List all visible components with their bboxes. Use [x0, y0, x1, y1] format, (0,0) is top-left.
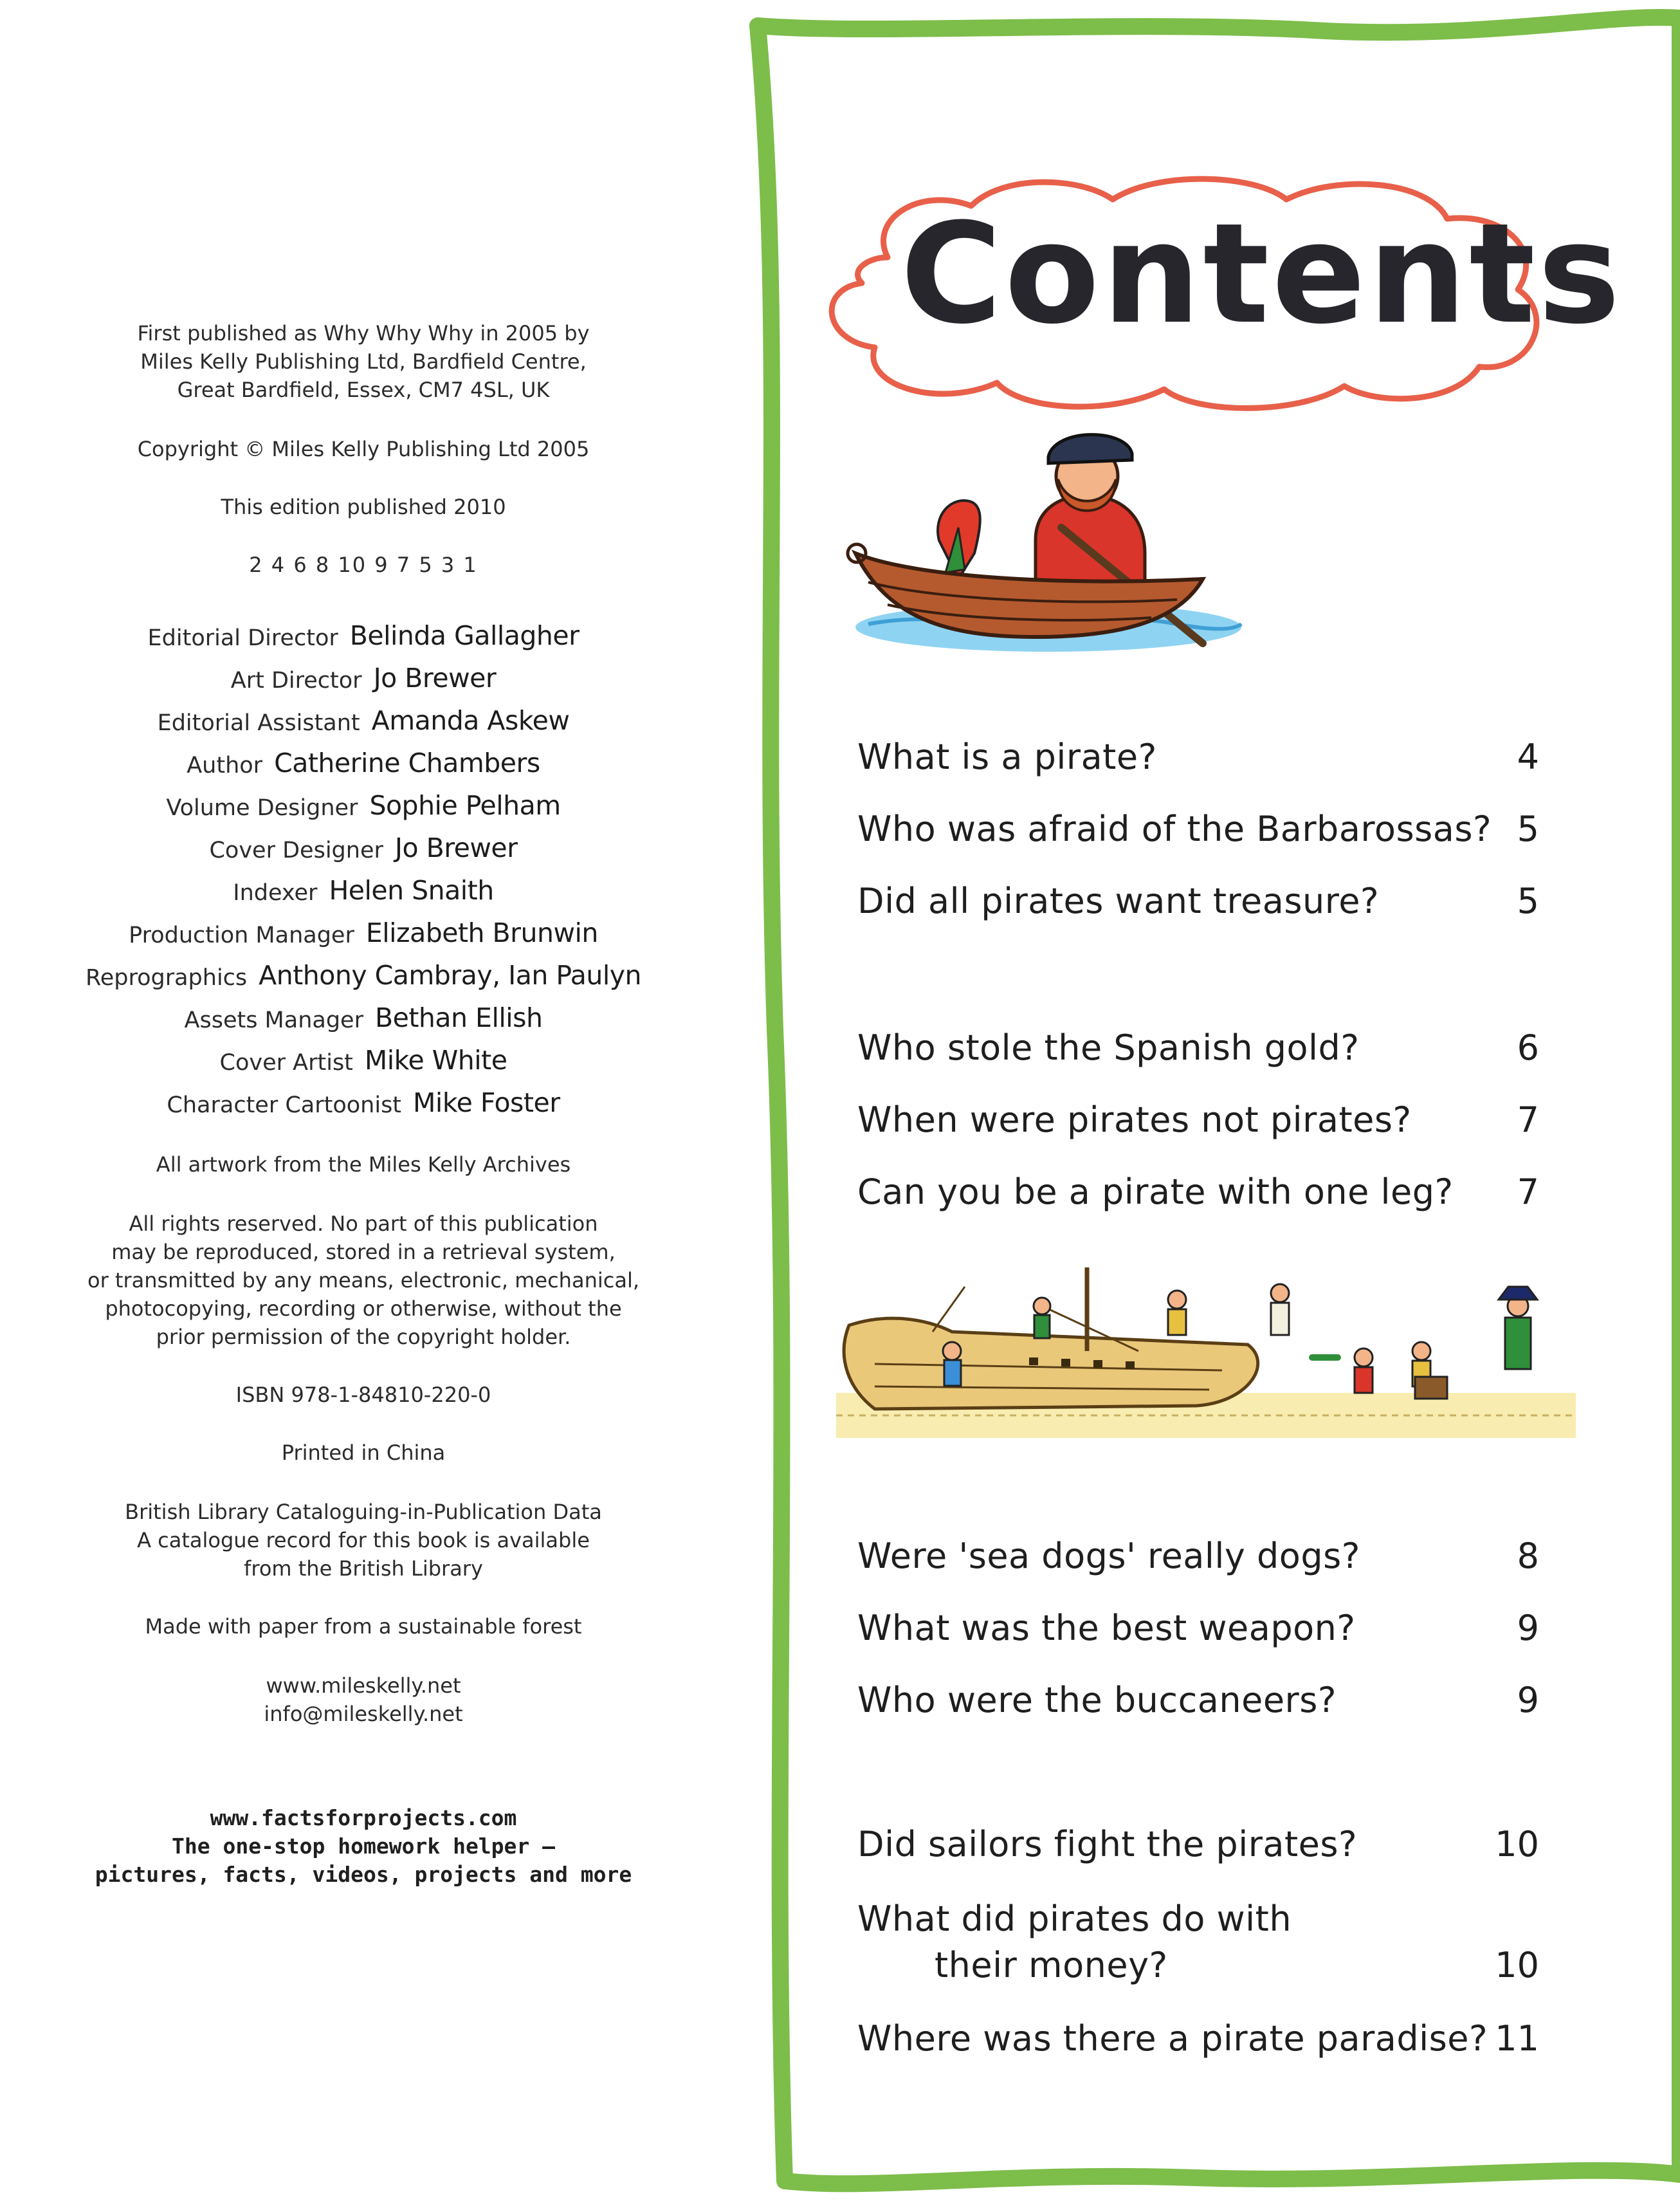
pirate-rowboat-illustration: [843, 431, 1254, 663]
copyright-line: Copyright © Miles Kelly Publishing Ltd 2005: [137, 437, 590, 461]
credit-row: Production Manager Elizabeth Brunwin: [129, 917, 598, 948]
rights-notice: All rights reserved. No part of this publication may be reproduced, stored in a retrieval system, or transmitted by any means, electronic, mechanical, photocopying, recording or otherwise, without the prior permission of the copyright holder.: [87, 1211, 639, 1349]
credit-row: Art Director Jo Brewer: [230, 663, 497, 694]
printed-line: Printed in China: [281, 1440, 446, 1465]
toc-entry[interactable]: What is a pirate? 4: [857, 736, 1539, 777]
paper-note: Made with paper from a sustainable forest: [145, 1614, 582, 1639]
artwork-note: All artwork from the Miles Kelly Archives: [156, 1152, 571, 1177]
credit-row: Assets Manager Bethan Ellish: [184, 1002, 543, 1033]
toc-entry[interactable]: Can you be a pirate with one leg? 7: [857, 1171, 1539, 1212]
credit-row: Volume Designer Sophie Pelham: [166, 790, 561, 821]
pirate-ship-illustration: [836, 1261, 1576, 1448]
credit-row: Cover Designer Jo Brewer: [209, 833, 518, 863]
first-published-note: First published as Why Why Why in 2005 by Miles Kelly Publishing Ltd, Bardfield Centre, Great Bardfield, Essex, CM7 4SL, UK: [137, 321, 590, 402]
isbn-line: ISBN 978-1-84810-220-0: [235, 1383, 491, 1407]
credit-row: Character Cartoonist Mike Foster: [167, 1087, 560, 1118]
toc-entry[interactable]: When were pirates not pirates? 7: [857, 1099, 1539, 1140]
promo-url[interactable]: www.factsforprojects.com: [210, 1805, 517, 1830]
credit-row: Indexer Helen Snaith: [233, 875, 494, 906]
toc-entry[interactable]: What was the best weapon? 9: [857, 1607, 1539, 1648]
credit-row: Reprographics Anthony Cambray, Ian Paulyn: [85, 960, 642, 991]
toc-entry[interactable]: Who were the buccaneers? 9: [857, 1679, 1539, 1720]
website-link[interactable]: www.mileskelly.net: [266, 1673, 461, 1698]
credits-list: [0, 609, 727, 1118]
credit-row: Author Catherine Chambers: [187, 748, 540, 778]
web-addresses: [0, 1671, 727, 1728]
toc-entry[interactable]: Were 'sea dogs' really dogs? 8: [857, 1535, 1539, 1576]
cip-note: British Library Cataloguing-in-Publication Data A catalogue record for this book is available from the British Library: [125, 1500, 602, 1581]
credit-row: Editorial Assistant Amanda Askew: [157, 705, 570, 736]
email-link[interactable]: info@mileskelly.net: [264, 1702, 463, 1726]
contents-title: Contents: [900, 193, 1623, 354]
toc-entry[interactable]: Did sailors fight the pirates? 10: [857, 1823, 1539, 1864]
toc-entry[interactable]: Who stole the Spanish gold? 6: [857, 1027, 1539, 1068]
toc-entry[interactable]: Did all pirates want treasure? 5: [857, 880, 1539, 921]
imprint-page: [0, 0, 727, 2208]
toc-entry[interactable]: What did pirates do with: [857, 1898, 1292, 1939]
credit-row: Cover Artist Mike White: [219, 1045, 507, 1076]
credit-row: Editorial Director Belinda Gallagher: [147, 620, 580, 651]
print-line: 2 4 6 8 10 9 7 5 3 1: [249, 553, 478, 577]
toc-entry-continuation[interactable]: their money? 10: [935, 1944, 1539, 1985]
promo-block: www.factsforprojects.com The one-stop homework helper – pictures, facts, videos, projects and more: [0, 1804, 727, 1889]
toc-entry[interactable]: Who was afraid of the Barbarossas? 5: [857, 808, 1539, 849]
edition-line: This edition published 2010: [221, 495, 506, 519]
toc-entry[interactable]: Where was there a pirate paradise? 11: [857, 2018, 1539, 2059]
